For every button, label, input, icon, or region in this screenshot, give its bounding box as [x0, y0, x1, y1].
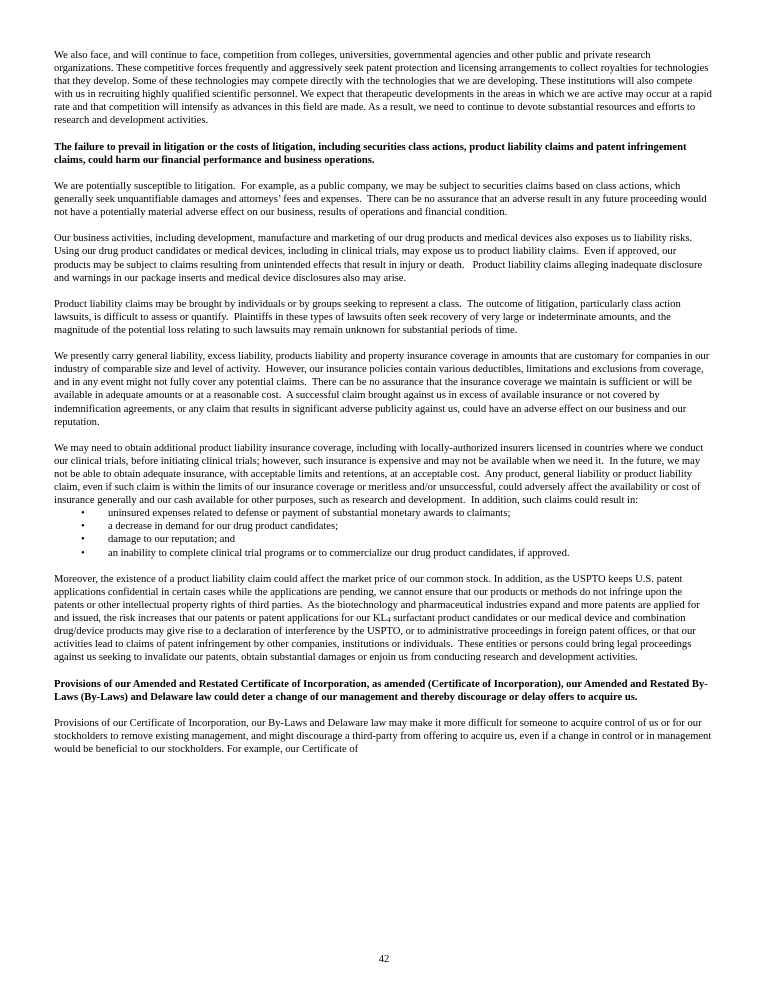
list-item	[54, 547, 712, 560]
paragraph-liability-risks: Our business activities, including development, manufacture and marketing of our drug products and medical devices also exposes us to liability risks. Using our drug product candidates or medical devices, including in clinical trials, may expose us to product liability claims. Even if approved, our products may be subject to claims resulting from unintended effects that result in injury or death. Product liability claims alleging inadequate disclosure and warnings in our package inserts and medical device disclosures also may arise.	[54, 233, 705, 284]
paragraph-text-after-subscript: surfactant product candidates or our medical device and combination drug/device products may give rise to a declaration of interference by the USPTO, or to administrative proceedings in foreign patent offices, or that our activities lead to claims of patent infringement by other companies, institutions or individuals. These entities or persons could bring legal proceedings against us seeking to invalidate our patents, obtain substantial damages or enjoin us from conducting research and development activities.	[54, 613, 699, 664]
claim-consequences-list	[54, 507, 712, 559]
bullet-icon: •	[81, 534, 85, 546]
list-item	[54, 520, 712, 533]
paragraph-text-before-subscript: Moreover, the existence of a product liability claim could affect the market price of our common stock. In addition, as the USPTO keeps U.S. patent applications confidential in certain cases while the applications are pending, we cannot ensure that our products or methods do not infringe upon the patents or other intellectual property rights of third parties. As the biotechnology and pharmaceutical industries expand and more patents are applied for and issued, the risk increases that our patents or patent applications for our KL	[54, 573, 703, 625]
heading-anti-takeover-provisions: Provisions of our Amended and Restated Certificate of Incorporation, as amended (Certificate of Incorporation), our Amended and Restated By-Laws (By-Laws) and Delaware law could deter a change of our management and thereby discourage or delay offers to acquire us.	[54, 678, 708, 703]
list-item	[54, 533, 712, 546]
paragraph-litigation-susceptibility: We are potentially susceptible to litigation. For example, as a public company, we may be subject to securities claims based on class actions, which generally seek unquantifiable damages and attorneys’ fees and expenses. There can be no assurance that an adverse result in any future proceeding would not have a potentially material adverse effect on our business, results of operations and financial condition.	[54, 180, 710, 219]
list-item-text: uninsured expenses related to defense or payment of substantial monetary awards to claimants;	[108, 508, 511, 520]
bullet-icon: •	[81, 521, 85, 533]
paragraph-insurance-coverage: We presently carry general liability, excess liability, products liability and property insurance coverage in amounts that are customary for companies in our industry of comparable size and level of activity. However, our insurance policies contain various deductibles, limitations and exclusions from coverage, and in any event might not fully cover any potential claims. There can be no assurance that the insurance coverage we maintain is sufficient or will be available in adequate amounts or at a reasonable cost. A successful claim brought against us in excess of available insurance or not covered by indemnification agreements, or any claim that results in significant adverse publicity against us, could have an adverse effect on our business and our reputation.	[54, 351, 712, 428]
paragraph-provisions: Provisions of our Certificate of Incorporation, our By-Laws and Delaware law may make it more difficult for someone to acquire control of us or for our stockholders to remove existing management, and might discourage a third-party from offering to acquire us, even if a change in control or in management would be beneficial to our stockholders. For example, our Certificate of	[54, 717, 714, 755]
paragraph-competition: We also face, and will continue to face, competition from colleges, universities, governmental agencies and other public and private research organizations. These competitive forces frequently and aggressively seek patent protection and licensing arrangements to collect royalties for technologies that they develop. Some of these technologies may compete directly with the technologies that we are developing. These institutions will also compete with us in recruiting highly qualified scientific personnel. We expect that therapeutic developments in the areas in which we are active may occur at a rapid rate and that competition will intensify as advances in this field are made. As a result, we need to continue to devote substantial resources and efforts to research and development activities.	[54, 50, 715, 127]
list-item-text: damage to our reputation; and	[108, 534, 236, 546]
bullet-icon: •	[81, 508, 85, 520]
paragraph-additional-insurance: We may need to obtain additional product liability insurance coverage, including with locally-authorized insurers licensed in countries where we conduct our clinical trials, before initiating clinical trials; however, such insurance is expensive and may not be available when we need it. In the future, we may not be able to obtain adequate insurance, with acceptable limits and retentions, at an acceptable cost. Any product, general liability or product liability claim, even if such claim is within the limits of our insurance coverage or meritless and/or unsuccessful, could adversely affect the availability or cost of insurance generally and our cash available for other purposes, such as research and development. In addition, such claims could result in:	[54, 442, 706, 507]
paragraph-patent-infringement	[54, 573, 712, 665]
list-item-text: a decrease in demand for our drug product candidates;	[108, 521, 339, 533]
list-item	[54, 507, 712, 520]
paragraph-class-actions: Product liability claims may be brought by individuals or by groups seeking to represent a class. The outcome of litigation, particularly class action lawsuits, is difficult to assess or quantify. Plaintiffs in these types of lawsuits often seek recovery of very large or indeterminate amounts, and the magnitude of the potential loss relating to such lawsuits may remain unknown for substantial periods of time.	[54, 298, 684, 336]
bullet-icon: •	[81, 547, 85, 559]
list-item-text: an inability to complete clinical trial programs or to commercialize our drug product candidates, if approved.	[108, 547, 570, 559]
kl4-subscript: 4	[387, 616, 391, 625]
heading-litigation-risk: The failure to prevail in litigation or the costs of litigation, including securities class actions, product liability claims and patent infringement claims, could harm our financial performance and business operations.	[54, 141, 690, 166]
page-number: 42	[378, 954, 390, 965]
